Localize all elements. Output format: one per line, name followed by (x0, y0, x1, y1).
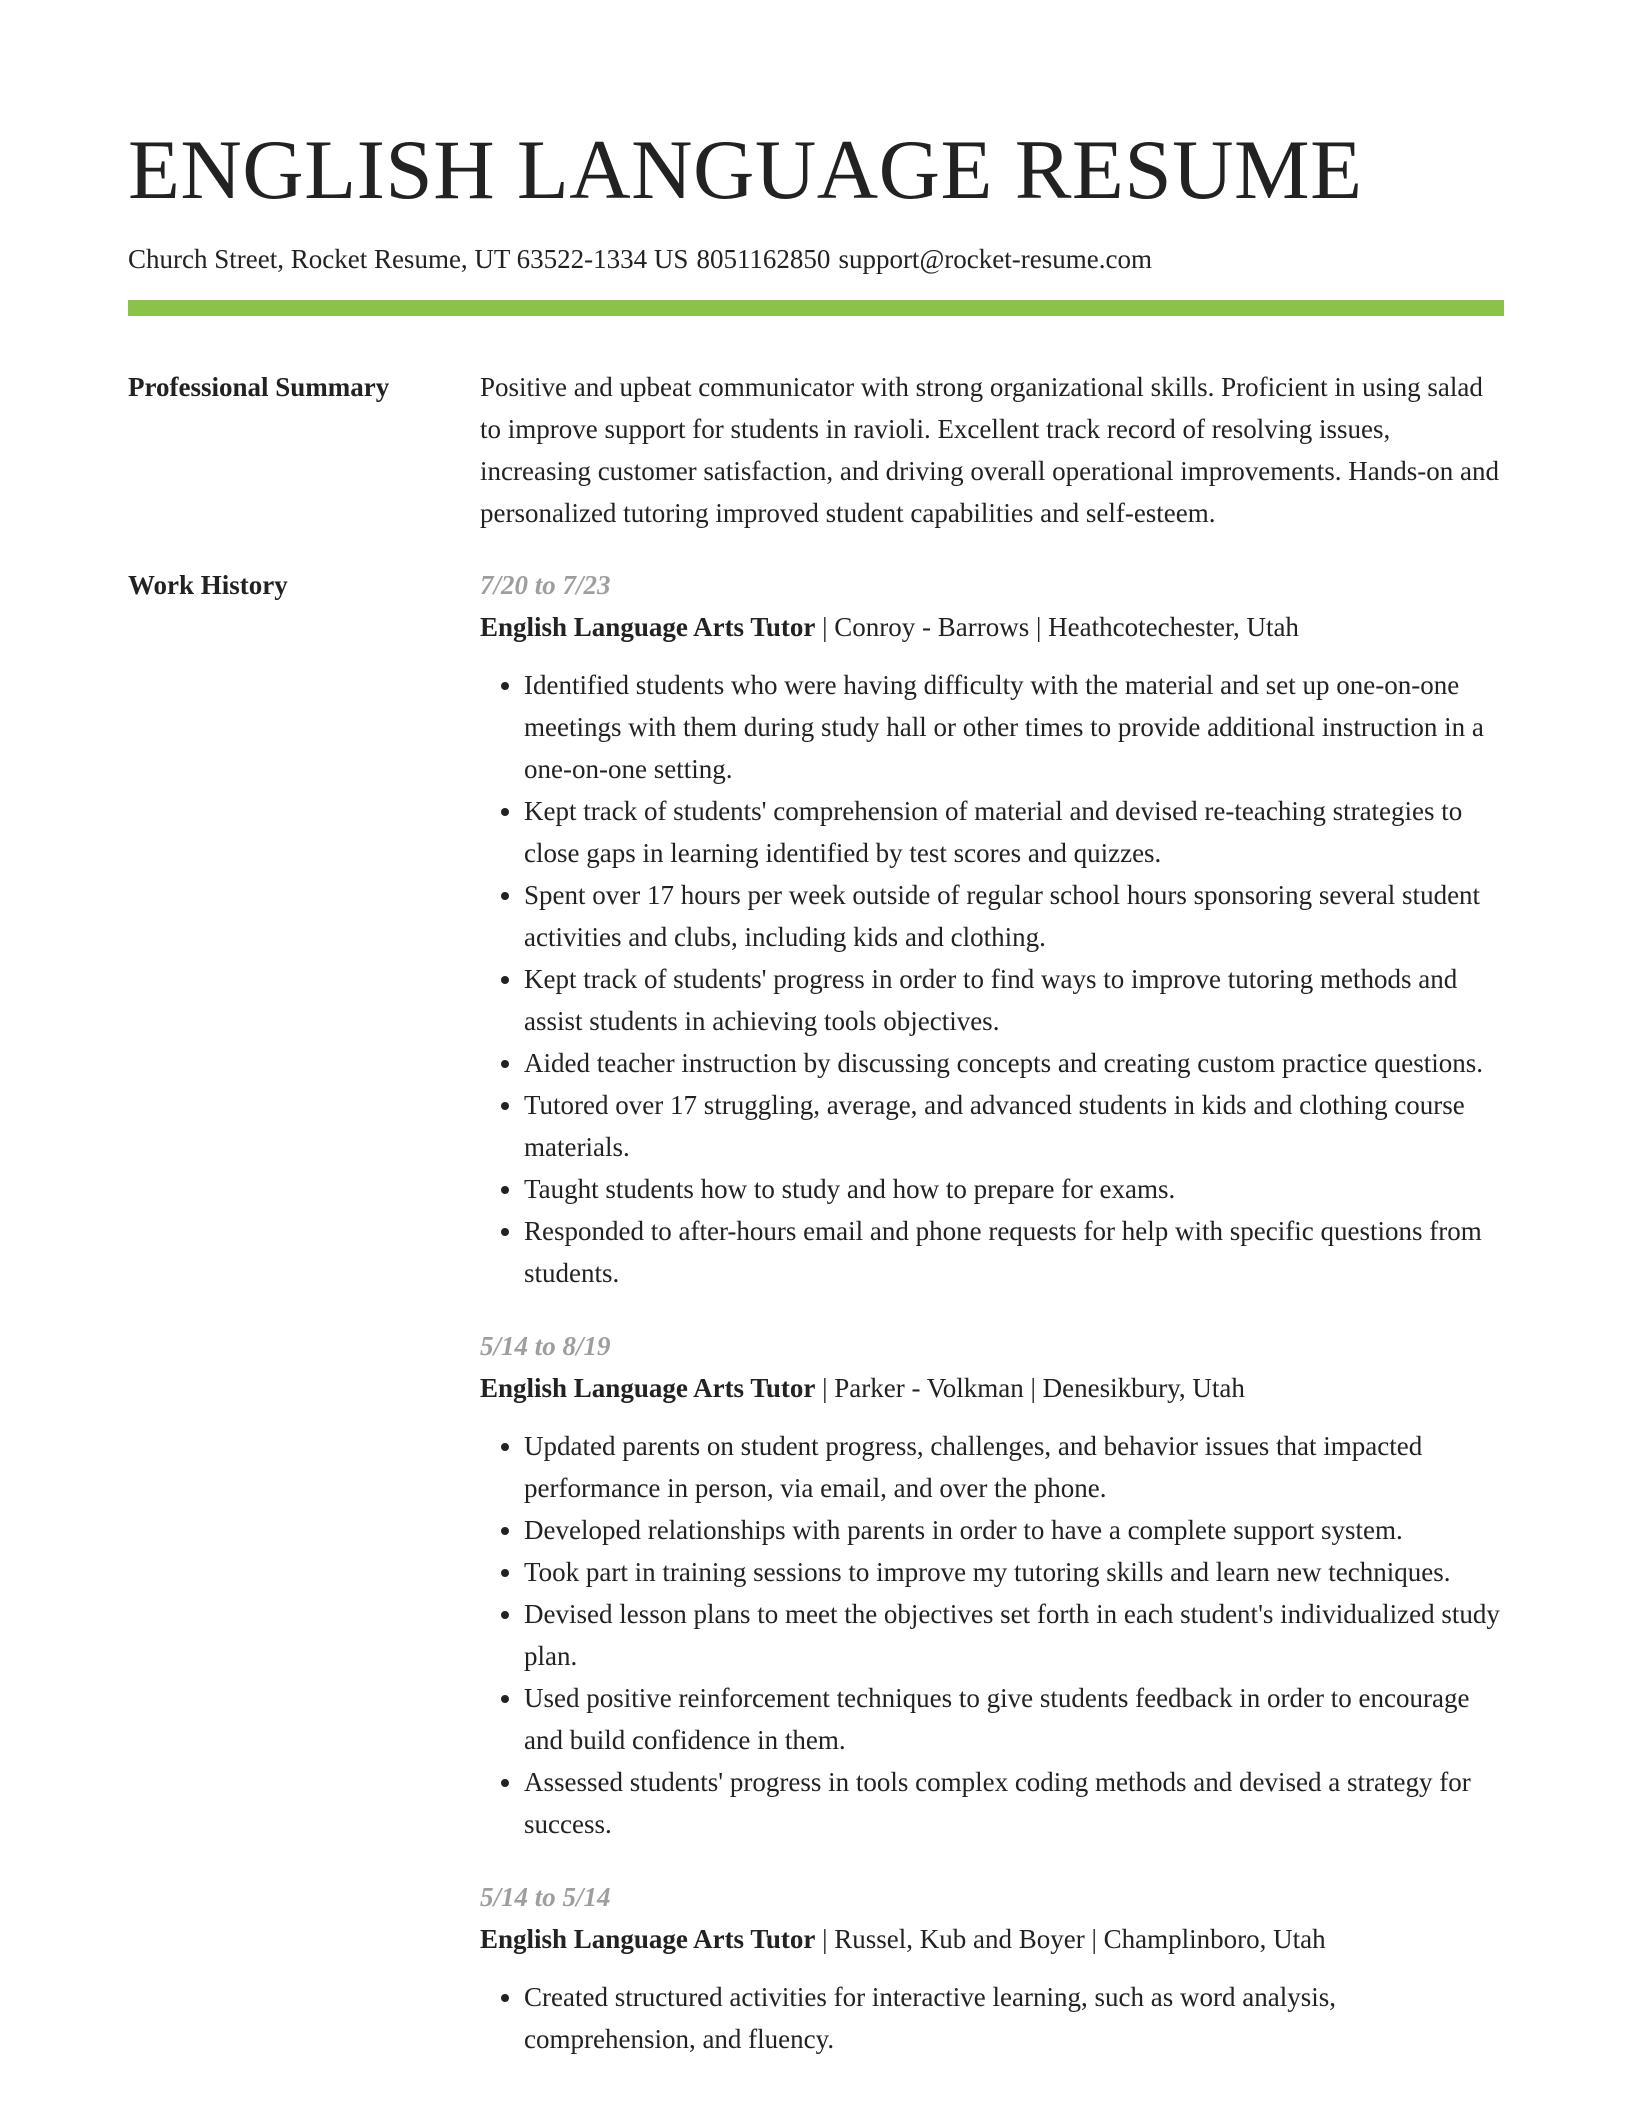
job-dates: 5/14 to 5/14 (480, 1882, 611, 1912)
contact-address: Church Street, Rocket Resume, UT 63522-1334 US (128, 244, 689, 274)
professional-summary-section (128, 366, 1504, 534)
job-title: English Language Arts Tutor (480, 612, 816, 642)
work-history-section (128, 564, 1504, 2091)
job-bullet: • Responded to after-hours email and phone requests for help with specific questions from students. (524, 1210, 1504, 1294)
job-title: English Language Arts Tutor (480, 1924, 816, 1954)
job-bullet: • Used positive reinforcement techniques to give students feedback in order to encourage and build confidence in them. (524, 1677, 1504, 1761)
contact-phone: 8051162850 (696, 244, 831, 274)
job-title: English Language Arts Tutor (480, 1373, 816, 1403)
job-heading (480, 606, 1504, 648)
header-accent-rule (128, 300, 1504, 316)
job-bullet: • Assessed students' progress in tools complex coding methods and devised a strategy for success. (524, 1761, 1504, 1845)
job-dates: 5/14 to 8/19 (480, 1331, 611, 1361)
job-bullet: • Taught students how to study and how to prepare for exams. (524, 1168, 1504, 1210)
resume-title: ENGLISH LANGUAGE RESUME (128, 123, 1363, 217)
job-bullet: • Kept track of students' progress in order to find ways to improve tutoring methods and assist students in achieving tools objectives. (524, 958, 1504, 1042)
contact-email: support@rocket-resume.com (838, 244, 1152, 274)
job-details: | Russel, Kub and Boyer | Champlinboro, Utah (815, 1924, 1326, 1954)
job-bullet: • Aided teacher instruction by discussing concepts and creating custom practice questions. (524, 1042, 1504, 1084)
job-heading (480, 1367, 1504, 1409)
job-bullet: • Tutored over 17 struggling, average, and advanced students in kids and clothing course materials. (524, 1084, 1504, 1168)
work-history-list (480, 564, 1504, 2091)
job-bullet: • Updated parents on student progress, challenges, and behavior issues that impacted performance in person, via email, and over the phone. (524, 1425, 1504, 1509)
job-details: | Conroy - Barrows | Heathcotechester, Utah (815, 612, 1299, 642)
job-entry (480, 1876, 1504, 2060)
job-bullet: • Devised lesson plans to meet the objectives set forth in each student's individualized study plan. (524, 1593, 1504, 1677)
resume-page (128, 0, 1504, 2091)
job-bullet: • Created structured activities for interactive learning, such as word analysis, comprehension, and fluency. (524, 1976, 1504, 2060)
contact-line (128, 242, 1504, 276)
job-bullet: • Identified students who were having difficulty with the material and set up one-on-one meetings with them during study hall or other times to provide additional instruction in a one-on-one setting. (524, 664, 1504, 790)
job-entry (480, 1325, 1504, 1845)
job-heading (480, 1918, 1504, 1960)
job-bullet: • Kept track of students' comprehension of material and devised re-teaching strategies to close gaps in learning identified by test scores and quizzes. (524, 790, 1504, 874)
job-bullets (480, 1425, 1504, 1845)
professional-summary-text: Positive and upbeat communicator with strong organizational skills. Proficient in using salad to improve support for students in ravioli. Excellent track record of resolving issues, increasing customer satisfaction, and driving overall operational improvements. Hands-on and personalized tutoring improved student capabilities and self-esteem. (480, 372, 1499, 528)
section-label-work-history: Work History (128, 570, 288, 600)
job-bullet: • Spent over 17 hours per week outside of regular school hours sponsoring several student activities and clubs, including kids and clothing. (524, 874, 1504, 958)
job-bullets (480, 664, 1504, 1294)
job-entry (480, 564, 1504, 1294)
job-bullets (480, 1976, 1504, 2060)
job-details: | Parker - Volkman | Denesikbury, Utah (815, 1373, 1245, 1403)
job-bullet: • Developed relationships with parents in order to have a complete support system. (524, 1509, 1504, 1551)
job-bullet: • Took part in training sessions to improve my tutoring skills and learn new techniques. (524, 1551, 1504, 1593)
section-label-professional-summary: Professional Summary (128, 372, 390, 402)
job-dates: 7/20 to 7/23 (480, 570, 611, 600)
